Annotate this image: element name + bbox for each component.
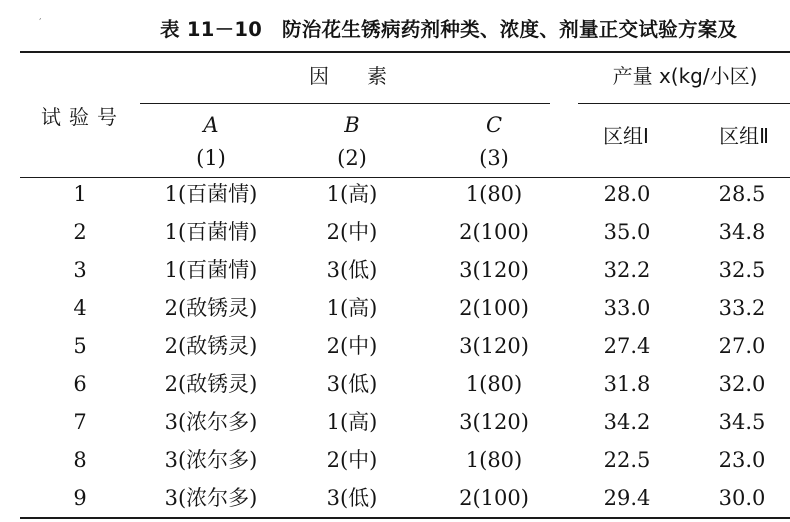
- factor-c-header: C: [485, 113, 503, 137]
- factor-c-cell: 2(100): [459, 486, 529, 510]
- block-1-yield-cell: 35.0: [603, 220, 651, 244]
- block-1-header: 区组Ⅰ: [603, 124, 649, 148]
- factor-a-cell: 2(敌锈灵): [164, 296, 258, 320]
- block-1-yield-cell: 29.4: [603, 486, 651, 510]
- block-2-yield-cell: 34.5: [718, 410, 766, 434]
- factor-b-cell: 3(低): [326, 486, 378, 510]
- block-2-yield-cell: 23.0: [718, 448, 766, 472]
- factor-b-cell: 2(中): [326, 448, 378, 472]
- yield-header: 产量 x(kg/小区): [612, 64, 758, 88]
- factor-c-cell: 3(120): [459, 258, 529, 282]
- factor-a-cell: 1(百菌情): [164, 220, 258, 244]
- factor-b-cell: 2(中): [326, 334, 378, 358]
- block-1-yield-cell: 32.2: [603, 258, 651, 282]
- trial-number-cell: 9: [73, 486, 87, 510]
- table-title: 表 11－10 防治花生锈病药剂种类、浓度、剂量正交试验方案及: [160, 18, 738, 41]
- bottom-rule: [20, 517, 790, 519]
- trial-number-header: 试验号: [41, 105, 125, 129]
- factor-b-header: B: [344, 113, 360, 137]
- factor-a-cell: 1(百菌情): [164, 182, 258, 206]
- block-2-yield-cell: 28.5: [718, 182, 766, 206]
- factor-c-cell: 2(100): [459, 220, 529, 244]
- block-1-yield-cell: 22.5: [603, 448, 651, 472]
- block-2-yield-cell: 33.2: [718, 296, 766, 320]
- factors-header: 因素: [309, 64, 425, 88]
- factor-b-cell: 2(中): [326, 220, 378, 244]
- factor-a-cell: 2(敌锈灵): [164, 334, 258, 358]
- factor-b-cell: 1(高): [326, 410, 378, 434]
- block-2-header: 区组Ⅱ: [719, 124, 769, 148]
- factors-rule: [140, 103, 550, 104]
- trial-number-cell: 5: [73, 334, 87, 358]
- block-1-yield-cell: 31.8: [603, 372, 651, 396]
- factor-c-cell: 1(80): [465, 372, 523, 396]
- block-2-yield-cell: 34.8: [718, 220, 766, 244]
- block-1-yield-cell: 27.4: [603, 334, 651, 358]
- top-rule: [20, 51, 790, 53]
- block-1-yield-cell: 33.0: [603, 296, 651, 320]
- yield-rule: [578, 103, 790, 104]
- block-1-yield-cell: 28.0: [603, 182, 651, 206]
- trial-number-cell: 6: [73, 372, 87, 396]
- factor-a-cell: 3(浓尔多): [164, 486, 258, 510]
- factor-b-cell: 1(高): [326, 296, 378, 320]
- block-2-yield-cell: 32.5: [718, 258, 766, 282]
- corner-mark: ,: [39, 12, 42, 21]
- factor-a-cell: 1(百菌情): [164, 258, 258, 282]
- block-2-yield-cell: 27.0: [718, 334, 766, 358]
- factor-a-cell: 2(敌锈灵): [164, 372, 258, 396]
- column-3-header: (3): [479, 146, 509, 170]
- block-2-yield-cell: 32.0: [718, 372, 766, 396]
- factor-c-cell: 1(80): [465, 182, 523, 206]
- trial-number-cell: 4: [73, 296, 87, 320]
- factor-a-cell: 3(浓尔多): [164, 410, 258, 434]
- block-1-yield-cell: 34.2: [603, 410, 651, 434]
- column-2-header: (2): [337, 146, 367, 170]
- factor-b-cell: 3(低): [326, 258, 378, 282]
- factor-a-cell: 3(浓尔多): [164, 448, 258, 472]
- factor-b-cell: 1(高): [326, 182, 378, 206]
- factor-c-cell: 2(100): [459, 296, 529, 320]
- factor-b-cell: 3(低): [326, 372, 378, 396]
- trial-number-cell: 8: [73, 448, 87, 472]
- header-bottom-rule: [20, 177, 790, 178]
- trial-number-cell: 2: [73, 220, 87, 244]
- trial-number-cell: 3: [73, 258, 87, 282]
- trial-number-cell: 7: [73, 410, 87, 434]
- trial-number-cell: 1: [73, 182, 87, 206]
- column-1-header: (1): [196, 146, 226, 170]
- factor-c-cell: 1(80): [465, 448, 523, 472]
- factor-c-cell: 3(120): [459, 334, 529, 358]
- block-2-yield-cell: 30.0: [718, 486, 766, 510]
- factor-a-header: A: [203, 113, 219, 137]
- factor-c-cell: 3(120): [459, 410, 529, 434]
